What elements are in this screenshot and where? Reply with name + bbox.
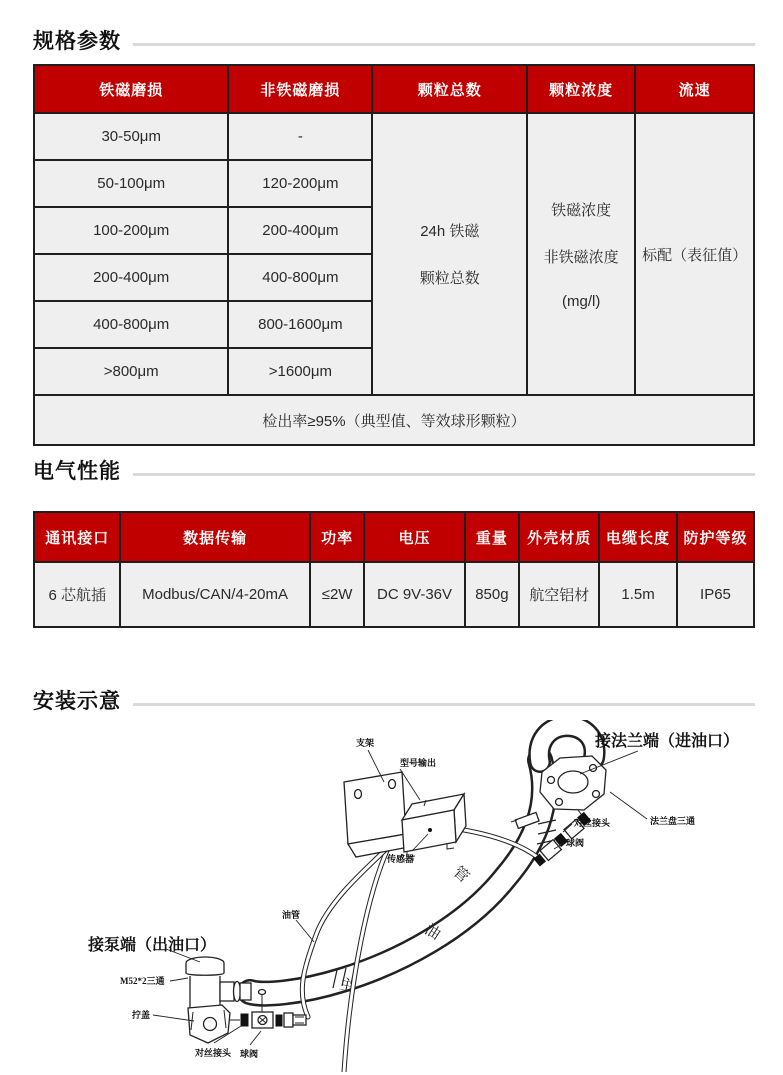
specs-section-title: 规格参数 [33, 30, 121, 53]
electrical-header-cell: 电缆长度 [599, 512, 677, 562]
electrical-section-title: 电气性能 [33, 460, 121, 483]
electrical-header-cell: 数据传输 [120, 512, 309, 562]
installation-section-header [33, 691, 755, 713]
label-sensor: 传感器 [387, 854, 415, 864]
sensor-box [402, 794, 466, 857]
ferro-size-cell: 50-100μm [34, 160, 228, 207]
electrical-header-cell: 通讯接口 [34, 512, 120, 562]
label-cap: 拧盖 [132, 1010, 151, 1020]
cable-length-cell: 1.5m [599, 562, 677, 627]
label-bracket: 支架 [356, 738, 375, 748]
specs-header-cell: 非铁磁磨损 [228, 65, 372, 113]
nonferro-size-cell: >1600μm [228, 348, 372, 395]
electrical-header-row [34, 512, 754, 562]
comm-interface-cell: 6 芯航插 [34, 562, 120, 627]
specs-table [33, 64, 755, 446]
ferro-size-cell: 200-400μm [34, 254, 228, 301]
nonferro-size-cell: 120-200μm [228, 160, 372, 207]
installation-diagram [33, 720, 755, 1072]
electrical-table [33, 511, 755, 628]
particle-concentration-cell: 铁磁浓度 非铁磁浓度 (mg/l) [527, 113, 635, 395]
particle-total-cell: 24h 铁磁 颗粒总数 [372, 113, 527, 395]
nonferro-size-cell: 800-1600μm [228, 301, 372, 348]
ferro-size-cell: 100-200μm [34, 207, 228, 254]
label-signal-output: 型号输出 [400, 758, 437, 768]
specs-header-cell: 流速 [635, 65, 754, 113]
detection-rate-cell: 检出率≥95%（典型值、等效球形颗粒） [34, 395, 754, 445]
title-rule [133, 473, 755, 476]
title-rule [133, 703, 755, 706]
electrical-header-cell: 重量 [465, 512, 520, 562]
voltage-cell: DC 9V-36V [364, 562, 464, 627]
title-rule [133, 43, 755, 46]
label-flange-tee: 法兰盘三通 [650, 816, 696, 826]
housing-material-cell: 航空铝材 [519, 562, 599, 627]
specs-section [33, 31, 755, 446]
power-cell: ≤2W [310, 562, 365, 627]
label-flange-end: 接法兰端（进油口） [595, 733, 740, 750]
label-nipple-bottom: 对丝接头 [195, 1048, 232, 1058]
table-row [34, 113, 754, 160]
specs-header-cell: 颗粒总数 [372, 65, 527, 113]
electrical-header-cell: 防护等级 [677, 512, 754, 562]
pipe-text-you: 油 [421, 921, 443, 944]
data-transfer-cell: Modbus/CAN/4-20mA [120, 562, 309, 627]
specs-header-row [34, 65, 754, 113]
label-pump-end: 接泵端（出油口） [88, 937, 217, 954]
label-ball-valve-top: 球阀 [566, 838, 585, 848]
label-oil-tube: 油管 [282, 910, 301, 920]
specs-header-cell: 铁磁磨损 [34, 65, 228, 113]
pump-tee-assembly [186, 957, 251, 1043]
ferro-size-cell: 30-50μm [34, 113, 228, 160]
electrical-section [33, 461, 755, 628]
installation-section [33, 691, 755, 1072]
installation-section-title: 安装示意 [33, 690, 121, 713]
ferro-size-cell: 400-800μm [34, 301, 228, 348]
electrical-header-cell: 外壳材质 [519, 512, 599, 562]
electrical-header-cell: 电压 [364, 512, 464, 562]
electrical-header-cell: 功率 [310, 512, 365, 562]
specs-header-cell: 颗粒浓度 [527, 65, 635, 113]
weight-cell: 850g [465, 562, 520, 627]
protection-rating-cell: IP65 [677, 562, 754, 627]
label-m52-tee: M52*2三通 [120, 976, 165, 986]
label-nipple-top: 对丝接头 [574, 818, 611, 828]
electrical-section-header [33, 461, 755, 483]
pipe-text-guan: 管 [449, 864, 472, 886]
specs-footer-row [34, 395, 754, 445]
label-ball-valve-bottom: 球阀 [240, 1049, 259, 1059]
nonferro-size-cell: 200-400μm [228, 207, 372, 254]
specs-section-header [33, 31, 755, 53]
electrical-value-row [34, 562, 754, 627]
ferro-size-cell: >800μm [34, 348, 228, 395]
nonferro-size-cell: - [228, 113, 372, 160]
nonferro-size-cell: 400-800μm [228, 254, 372, 301]
flow-rate-cell: 标配（表征值） [635, 113, 754, 395]
pipe-text-zhu: 主 [337, 976, 356, 996]
